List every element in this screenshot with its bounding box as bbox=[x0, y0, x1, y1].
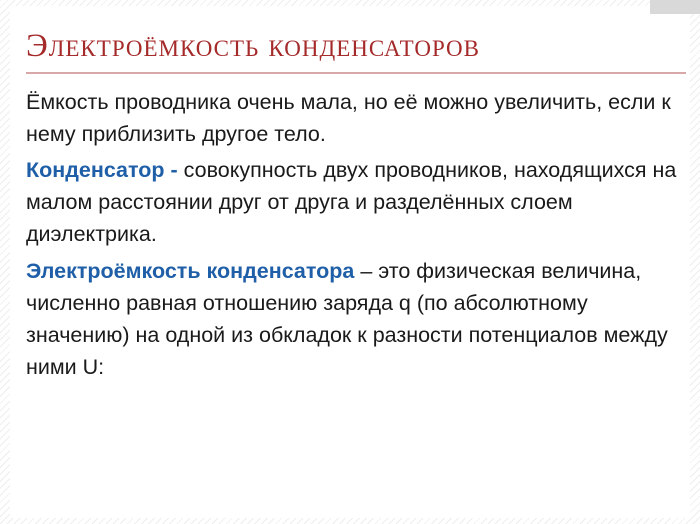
paragraph-capacitor-definition bbox=[26, 154, 686, 250]
paragraph-capacity-intro: Ёмкость проводника очень мала, но её можно увеличить, если к нему приблизить другое тело. bbox=[26, 90, 671, 146]
definition-text: совокупность двух проводников, находящихся на малом расстоянии друг от друга и разделённых слоем диэлектрика. bbox=[26, 158, 677, 246]
title-underline bbox=[26, 72, 686, 74]
definition-text: – это физическая величина, численно равная отношению заряда q (по абсолютному значению) на одной из обкладок к разности потенциалов между ними U: bbox=[26, 259, 668, 379]
paragraph-capacitance-definition bbox=[26, 255, 686, 383]
slide bbox=[10, 6, 690, 518]
term-capacitor: Конденсатор - bbox=[26, 158, 178, 182]
slide-title: Электроёмкость конденсаторов bbox=[26, 28, 481, 64]
term-capacitance: Электроёмкость конденсатора bbox=[26, 259, 355, 283]
corner-decoration bbox=[650, 0, 700, 14]
